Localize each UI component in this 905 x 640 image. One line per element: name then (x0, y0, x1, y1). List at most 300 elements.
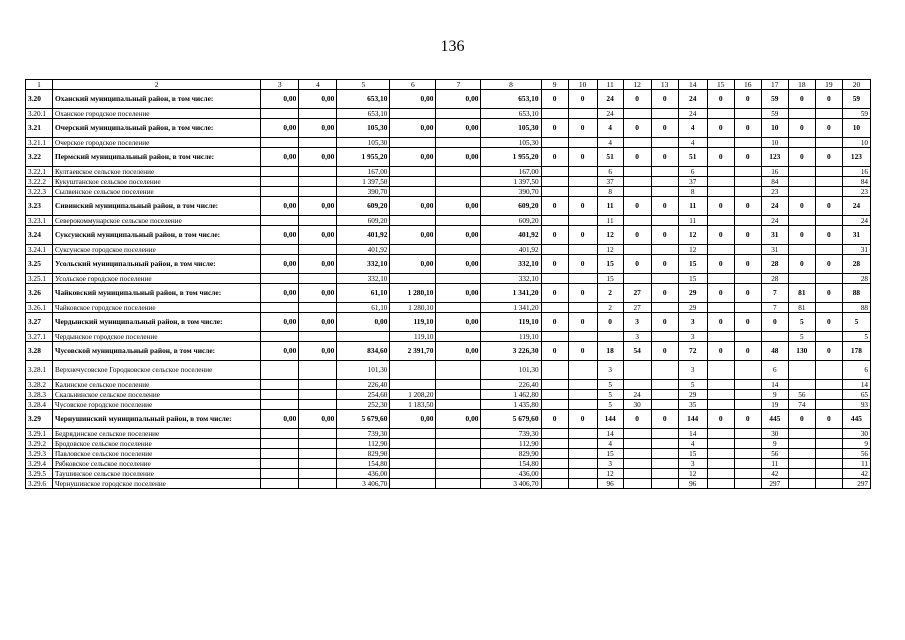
table-cell: 0 (568, 90, 597, 109)
settlement-row (26, 274, 871, 284)
table-cell (390, 177, 436, 187)
table-cell: 6 (761, 361, 788, 380)
table-cell: 5 (788, 313, 815, 332)
table-cell (299, 187, 337, 197)
table-cell (261, 274, 299, 284)
table-cell: 0,00 (299, 119, 337, 138)
table-cell: 8 (678, 187, 707, 197)
table-cell: 445 (842, 410, 870, 429)
table-cell (815, 361, 842, 380)
table-cell: 31 (842, 226, 870, 245)
table-cell (623, 245, 651, 255)
table-cell (651, 429, 678, 439)
table-cell (541, 469, 568, 479)
table-cell: 1 435,80 (481, 400, 541, 410)
table-cell: 0 (734, 226, 761, 245)
table-cell (815, 138, 842, 148)
row-name: Чердынский муниципальный район, в том числе: (53, 313, 261, 332)
table-cell (261, 177, 299, 187)
table-cell: 436,00 (337, 469, 390, 479)
table-cell: 0 (734, 410, 761, 429)
row-code: 3.27.1 (26, 332, 53, 342)
table-cell: 0,00 (436, 119, 481, 138)
table-cell (436, 400, 481, 410)
table-cell (707, 187, 734, 197)
table-cell: 11 (842, 459, 870, 469)
column-header: 14 (678, 80, 707, 90)
table-cell (734, 109, 761, 119)
table-cell: 226,40 (481, 380, 541, 390)
table-cell: 154,80 (481, 459, 541, 469)
table-cell: 401,92 (337, 226, 390, 245)
table-cell: 0 (597, 313, 623, 332)
table-cell: 123 (761, 148, 788, 167)
table-cell (707, 361, 734, 380)
table-cell (261, 390, 299, 400)
table-cell (299, 429, 337, 439)
table-cell: 7 (761, 303, 788, 313)
table-cell (541, 332, 568, 342)
table-cell (651, 109, 678, 119)
table-cell: 28 (761, 255, 788, 274)
table-cell: 24 (597, 109, 623, 119)
table-cell (436, 380, 481, 390)
table-cell: 0 (541, 313, 568, 332)
table-cell: 445 (761, 410, 788, 429)
table-cell (651, 439, 678, 449)
table-cell (436, 479, 481, 489)
table-cell (436, 439, 481, 449)
table-cell (734, 138, 761, 148)
table-cell (788, 361, 815, 380)
table-cell: 27 (623, 284, 651, 303)
table-cell: 0,00 (299, 90, 337, 109)
row-name: Очерский муниципальный район, в том числе: (53, 119, 261, 138)
settlement-row (26, 245, 871, 255)
district-row (26, 226, 871, 245)
row-name: Чусовское городское поселение (53, 400, 261, 410)
table-cell (299, 479, 337, 489)
table-cell: 0,00 (261, 410, 299, 429)
table-cell: 0,00 (337, 313, 390, 332)
table-cell (390, 449, 436, 459)
table-cell: 834,60 (337, 342, 390, 361)
table-cell (815, 245, 842, 255)
table-cell (623, 177, 651, 187)
table-cell (788, 216, 815, 226)
table-cell (261, 245, 299, 255)
table-cell: 30 (842, 429, 870, 439)
table-cell: 4 (597, 119, 623, 138)
table-cell (734, 177, 761, 187)
table-cell: 101,30 (337, 361, 390, 380)
row-name: Чернушинский муниципальный район, в том числе: (53, 410, 261, 429)
table-cell (651, 138, 678, 148)
district-row (26, 119, 871, 138)
row-code: 3.22.1 (26, 167, 53, 177)
table-cell (568, 332, 597, 342)
table-cell (436, 245, 481, 255)
table-cell: 10 (761, 119, 788, 138)
table-cell: 0 (568, 119, 597, 138)
row-code: 3.23 (26, 197, 53, 216)
column-header: 4 (299, 80, 337, 90)
table-cell: 15 (597, 274, 623, 284)
table-cell: 0,00 (299, 197, 337, 216)
table-cell: 0 (734, 313, 761, 332)
column-header: 19 (815, 80, 842, 90)
row-code: 3.21 (26, 119, 53, 138)
settlement-row (26, 469, 871, 479)
table-cell: 48 (761, 342, 788, 361)
table-cell: 1 341,20 (481, 284, 541, 303)
table-cell (651, 167, 678, 177)
table-cell (390, 429, 436, 439)
table-cell: 0 (815, 148, 842, 167)
table-cell: 24 (842, 216, 870, 226)
table-cell (788, 109, 815, 119)
table-cell (815, 459, 842, 469)
row-code: 3.20 (26, 90, 53, 109)
table-cell: 0,00 (299, 284, 337, 303)
table-cell: 112,90 (337, 439, 390, 449)
table-cell: 1 955,20 (481, 148, 541, 167)
table-cell: 0 (815, 119, 842, 138)
table-cell: 0 (541, 342, 568, 361)
table-cell: 12 (597, 226, 623, 245)
row-code: 3.20.1 (26, 109, 53, 119)
table-cell (734, 274, 761, 284)
table-cell (707, 167, 734, 177)
table-cell (651, 187, 678, 197)
table-cell (734, 380, 761, 390)
table-cell: 88 (842, 303, 870, 313)
table-cell (299, 332, 337, 342)
table-cell: 0 (541, 148, 568, 167)
table-cell: 6 (597, 167, 623, 177)
table-cell: 28 (842, 255, 870, 274)
table-cell (651, 449, 678, 459)
column-header: 18 (788, 80, 815, 90)
table-cell (597, 332, 623, 342)
table-cell (299, 216, 337, 226)
table-cell: 112,90 (481, 439, 541, 449)
table-cell: 119,10 (390, 332, 436, 342)
table-cell (541, 380, 568, 390)
table-cell (436, 390, 481, 400)
table-cell: 12 (597, 245, 623, 255)
table-cell (261, 479, 299, 489)
row-name: Калинское сельское поселение (53, 380, 261, 390)
table-cell: 15 (597, 449, 623, 459)
table-cell (541, 274, 568, 284)
settlement-row (26, 459, 871, 469)
table-cell: 0,00 (390, 255, 436, 274)
table-cell: 0 (541, 197, 568, 216)
table-cell: 54 (623, 342, 651, 361)
table-cell: 16 (842, 167, 870, 177)
table-cell: 0,00 (261, 148, 299, 167)
table-cell: 0 (734, 255, 761, 274)
table-cell (623, 138, 651, 148)
table-cell: 332,10 (481, 255, 541, 274)
table-cell: 0 (707, 255, 734, 274)
table-cell: 332,10 (337, 274, 390, 284)
table-cell (541, 138, 568, 148)
table-cell: 101,30 (481, 361, 541, 380)
table-cell: 332,10 (337, 255, 390, 274)
table-cell (568, 380, 597, 390)
table-cell (815, 332, 842, 342)
table-cell: 1 462,80 (481, 390, 541, 400)
column-header: 8 (481, 80, 541, 90)
table-cell (815, 167, 842, 177)
table-cell: 61,10 (337, 284, 390, 303)
table-cell: 3 (678, 332, 707, 342)
table-cell: 0 (734, 197, 761, 216)
table-cell: 14 (842, 380, 870, 390)
table-cell (734, 449, 761, 459)
table-cell: 24 (842, 197, 870, 216)
table-cell: 0,00 (390, 197, 436, 216)
table-cell: 0,00 (261, 255, 299, 274)
table-cell: 0,00 (261, 342, 299, 361)
table-cell (815, 380, 842, 390)
table-cell (623, 380, 651, 390)
table-cell (299, 274, 337, 284)
table-cell: 31 (761, 245, 788, 255)
table-cell (261, 361, 299, 380)
table-cell (261, 138, 299, 148)
column-header: 15 (707, 80, 734, 90)
table-cell: 119,10 (481, 332, 541, 342)
table-cell (707, 390, 734, 400)
table-cell (436, 469, 481, 479)
table-cell (436, 187, 481, 197)
data-table (25, 79, 871, 489)
table-cell: 15 (678, 274, 707, 284)
table-cell (436, 274, 481, 284)
table-cell: 390,70 (337, 187, 390, 197)
table-cell: 59 (761, 90, 788, 109)
table-cell: 0,00 (299, 255, 337, 274)
table-cell (651, 332, 678, 342)
table-cell (707, 109, 734, 119)
table-cell (390, 380, 436, 390)
table-cell (707, 459, 734, 469)
row-code: 3.22 (26, 148, 53, 167)
table-cell (707, 469, 734, 479)
table-cell (541, 429, 568, 439)
table-cell (541, 459, 568, 469)
table-cell: 61,10 (337, 303, 390, 313)
table-cell: 0 (651, 313, 678, 332)
table-cell (568, 177, 597, 187)
table-cell (734, 303, 761, 313)
table-cell (707, 400, 734, 410)
table-cell: 0 (651, 342, 678, 361)
row-code: 3.25.1 (26, 274, 53, 284)
table-cell: 3 (678, 459, 707, 469)
row-name: Усольское городское поселение (53, 274, 261, 284)
table-cell (788, 167, 815, 177)
settlement-row (26, 390, 871, 400)
table-cell: 84 (842, 177, 870, 187)
table-cell: 0 (623, 226, 651, 245)
table-cell: 0 (707, 119, 734, 138)
table-cell (390, 167, 436, 177)
table-cell: 297 (842, 479, 870, 489)
table-cell: 0 (734, 342, 761, 361)
table-cell (390, 138, 436, 148)
table-cell: 0,00 (436, 197, 481, 216)
table-cell: 332,10 (481, 274, 541, 284)
table-cell: 7 (761, 284, 788, 303)
column-header: 13 (651, 80, 678, 90)
table-cell: 0 (788, 255, 815, 274)
table-cell: 84 (761, 177, 788, 187)
table-cell: 0 (541, 226, 568, 245)
table-cell (815, 429, 842, 439)
table-cell (299, 177, 337, 187)
table-cell: 3 406,70 (481, 479, 541, 489)
row-code: 3.29.5 (26, 469, 53, 479)
table-cell (651, 303, 678, 313)
table-cell: 0 (568, 226, 597, 245)
table-cell (651, 216, 678, 226)
table-cell (568, 429, 597, 439)
table-cell: 3 (678, 313, 707, 332)
table-cell: 30 (623, 400, 651, 410)
table-cell: 9 (761, 390, 788, 400)
table-cell: 35 (678, 400, 707, 410)
table-cell: 11 (678, 216, 707, 226)
table-cell (761, 332, 788, 342)
table-cell: 9 (761, 439, 788, 449)
table-cell: 0 (788, 119, 815, 138)
table-cell (623, 361, 651, 380)
table-cell: 0 (568, 148, 597, 167)
table-cell (707, 429, 734, 439)
settlement-row (26, 187, 871, 197)
table-cell: 0 (651, 410, 678, 429)
table-cell (261, 332, 299, 342)
table-cell: 5 (597, 380, 623, 390)
table-cell (734, 245, 761, 255)
table-cell (734, 479, 761, 489)
table-cell: 37 (678, 177, 707, 187)
table-cell: 4 (678, 439, 707, 449)
table-cell (707, 303, 734, 313)
table-cell (734, 439, 761, 449)
table-cell: 0,00 (299, 148, 337, 167)
table-cell (541, 390, 568, 400)
table-cell: 3 (623, 332, 651, 342)
table-cell: 96 (597, 479, 623, 489)
table-cell: 609,20 (481, 197, 541, 216)
table-cell: 0 (568, 410, 597, 429)
table-cell (436, 177, 481, 187)
table-cell (623, 439, 651, 449)
row-name: Рябковское сельское поселение (53, 459, 261, 469)
column-header: 20 (842, 80, 870, 90)
row-name: Чусовской муниципальный район, в том числе: (53, 342, 261, 361)
settlement-row (26, 380, 871, 390)
settlement-row (26, 138, 871, 148)
table-cell (436, 332, 481, 342)
table-cell: 0,00 (436, 284, 481, 303)
row-name: Чайковский муниципальный район, в том числе: (53, 284, 261, 303)
table-cell (815, 439, 842, 449)
row-code: 3.28.1 (26, 361, 53, 380)
table-cell: 31 (842, 245, 870, 255)
table-cell: 1 397,50 (337, 177, 390, 187)
table-cell (788, 469, 815, 479)
table-cell: 11 (761, 459, 788, 469)
table-cell: 0 (788, 148, 815, 167)
table-cell (788, 177, 815, 187)
table-cell (788, 187, 815, 197)
table-cell: 15 (678, 449, 707, 459)
row-name: Очерское городское поселение (53, 138, 261, 148)
table-cell: 0,00 (299, 410, 337, 429)
table-cell: 2 391,70 (390, 342, 436, 361)
table-cell (436, 449, 481, 459)
table-cell: 23 (842, 187, 870, 197)
table-cell (734, 459, 761, 469)
table-cell (734, 390, 761, 400)
table-cell (261, 459, 299, 469)
table-cell: 0 (707, 148, 734, 167)
table-cell: 51 (678, 148, 707, 167)
district-row (26, 148, 871, 167)
row-name: Бедрядинское сельское поселение (53, 429, 261, 439)
settlement-row (26, 439, 871, 449)
table-cell (815, 109, 842, 119)
table-cell: 0 (788, 90, 815, 109)
table-cell: 0 (707, 342, 734, 361)
table-cell: 24 (597, 90, 623, 109)
table-cell (299, 449, 337, 459)
table-cell: 24 (761, 197, 788, 216)
table-cell (337, 332, 390, 342)
row-code: 3.29.6 (26, 479, 53, 489)
table-cell (299, 361, 337, 380)
row-name: Оханское городское поселение (53, 109, 261, 119)
table-cell: 4 (597, 439, 623, 449)
table-cell: 0,00 (436, 410, 481, 429)
table-cell (436, 167, 481, 177)
table-cell (568, 245, 597, 255)
table-cell: 0,00 (436, 226, 481, 245)
table-cell: 1 208,20 (390, 390, 436, 400)
table-cell: 5 (842, 332, 870, 342)
table-cell: 0 (734, 119, 761, 138)
table-cell: 154,80 (337, 459, 390, 469)
table-cell: 11 (597, 197, 623, 216)
table-cell (623, 429, 651, 439)
table-cell: 0 (815, 313, 842, 332)
table-cell: 0 (707, 90, 734, 109)
table-cell: 0 (651, 255, 678, 274)
table-cell: 12 (597, 469, 623, 479)
table-cell: 29 (678, 284, 707, 303)
column-header: 16 (734, 80, 761, 90)
table-cell: 3 (678, 361, 707, 380)
table-cell: 144 (678, 410, 707, 429)
table-cell: 72 (678, 342, 707, 361)
row-code: 3.28.3 (26, 390, 53, 400)
